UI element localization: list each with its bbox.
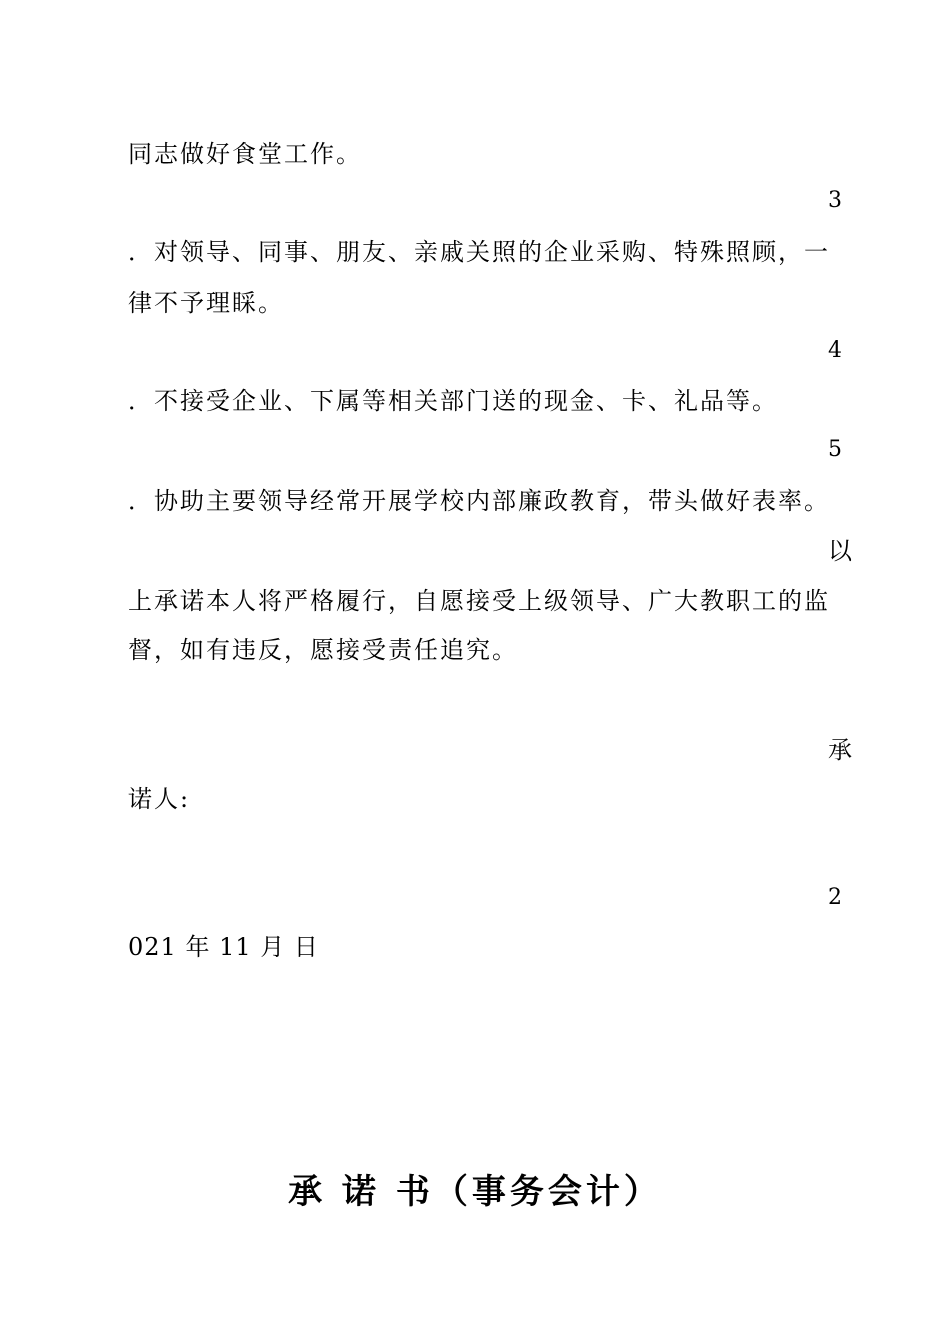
signer-label: 诺人: — [128, 785, 191, 813]
paragraph-line: 律不予理睬。 — [128, 289, 284, 317]
paragraph-line: ．不接受企业、下属等相关部门送的现金、卡、礼品等。 — [128, 387, 778, 415]
date-start: 2 — [828, 885, 842, 910]
item-number: 5 — [828, 437, 842, 462]
item-number: 3 — [828, 188, 842, 213]
item-number: 4 — [828, 338, 842, 363]
signer-start: 承 — [828, 736, 854, 764]
paragraph-line: 同志做好食堂工作。 — [128, 140, 362, 168]
paragraph-line: ．协助主要领导经常开展学校内部廉政教育，带头做好表率。 — [128, 487, 830, 515]
next-document-title: 承 诺 书（事务会计） — [288, 1172, 662, 1212]
paragraph-line: ．对领导、同事、朋友、亲戚关照的企业采购、特殊照顾，一 — [128, 238, 830, 266]
paragraph-start: 以 — [828, 537, 854, 565]
paragraph-line: 上承诺本人将严格履行，自愿接受上级领导、广大教职工的监 — [128, 587, 830, 615]
paragraph-line: 督，如有违反，愿接受责任追究。 — [128, 636, 518, 664]
date-line: 021 年 11 月 日 — [128, 933, 319, 961]
